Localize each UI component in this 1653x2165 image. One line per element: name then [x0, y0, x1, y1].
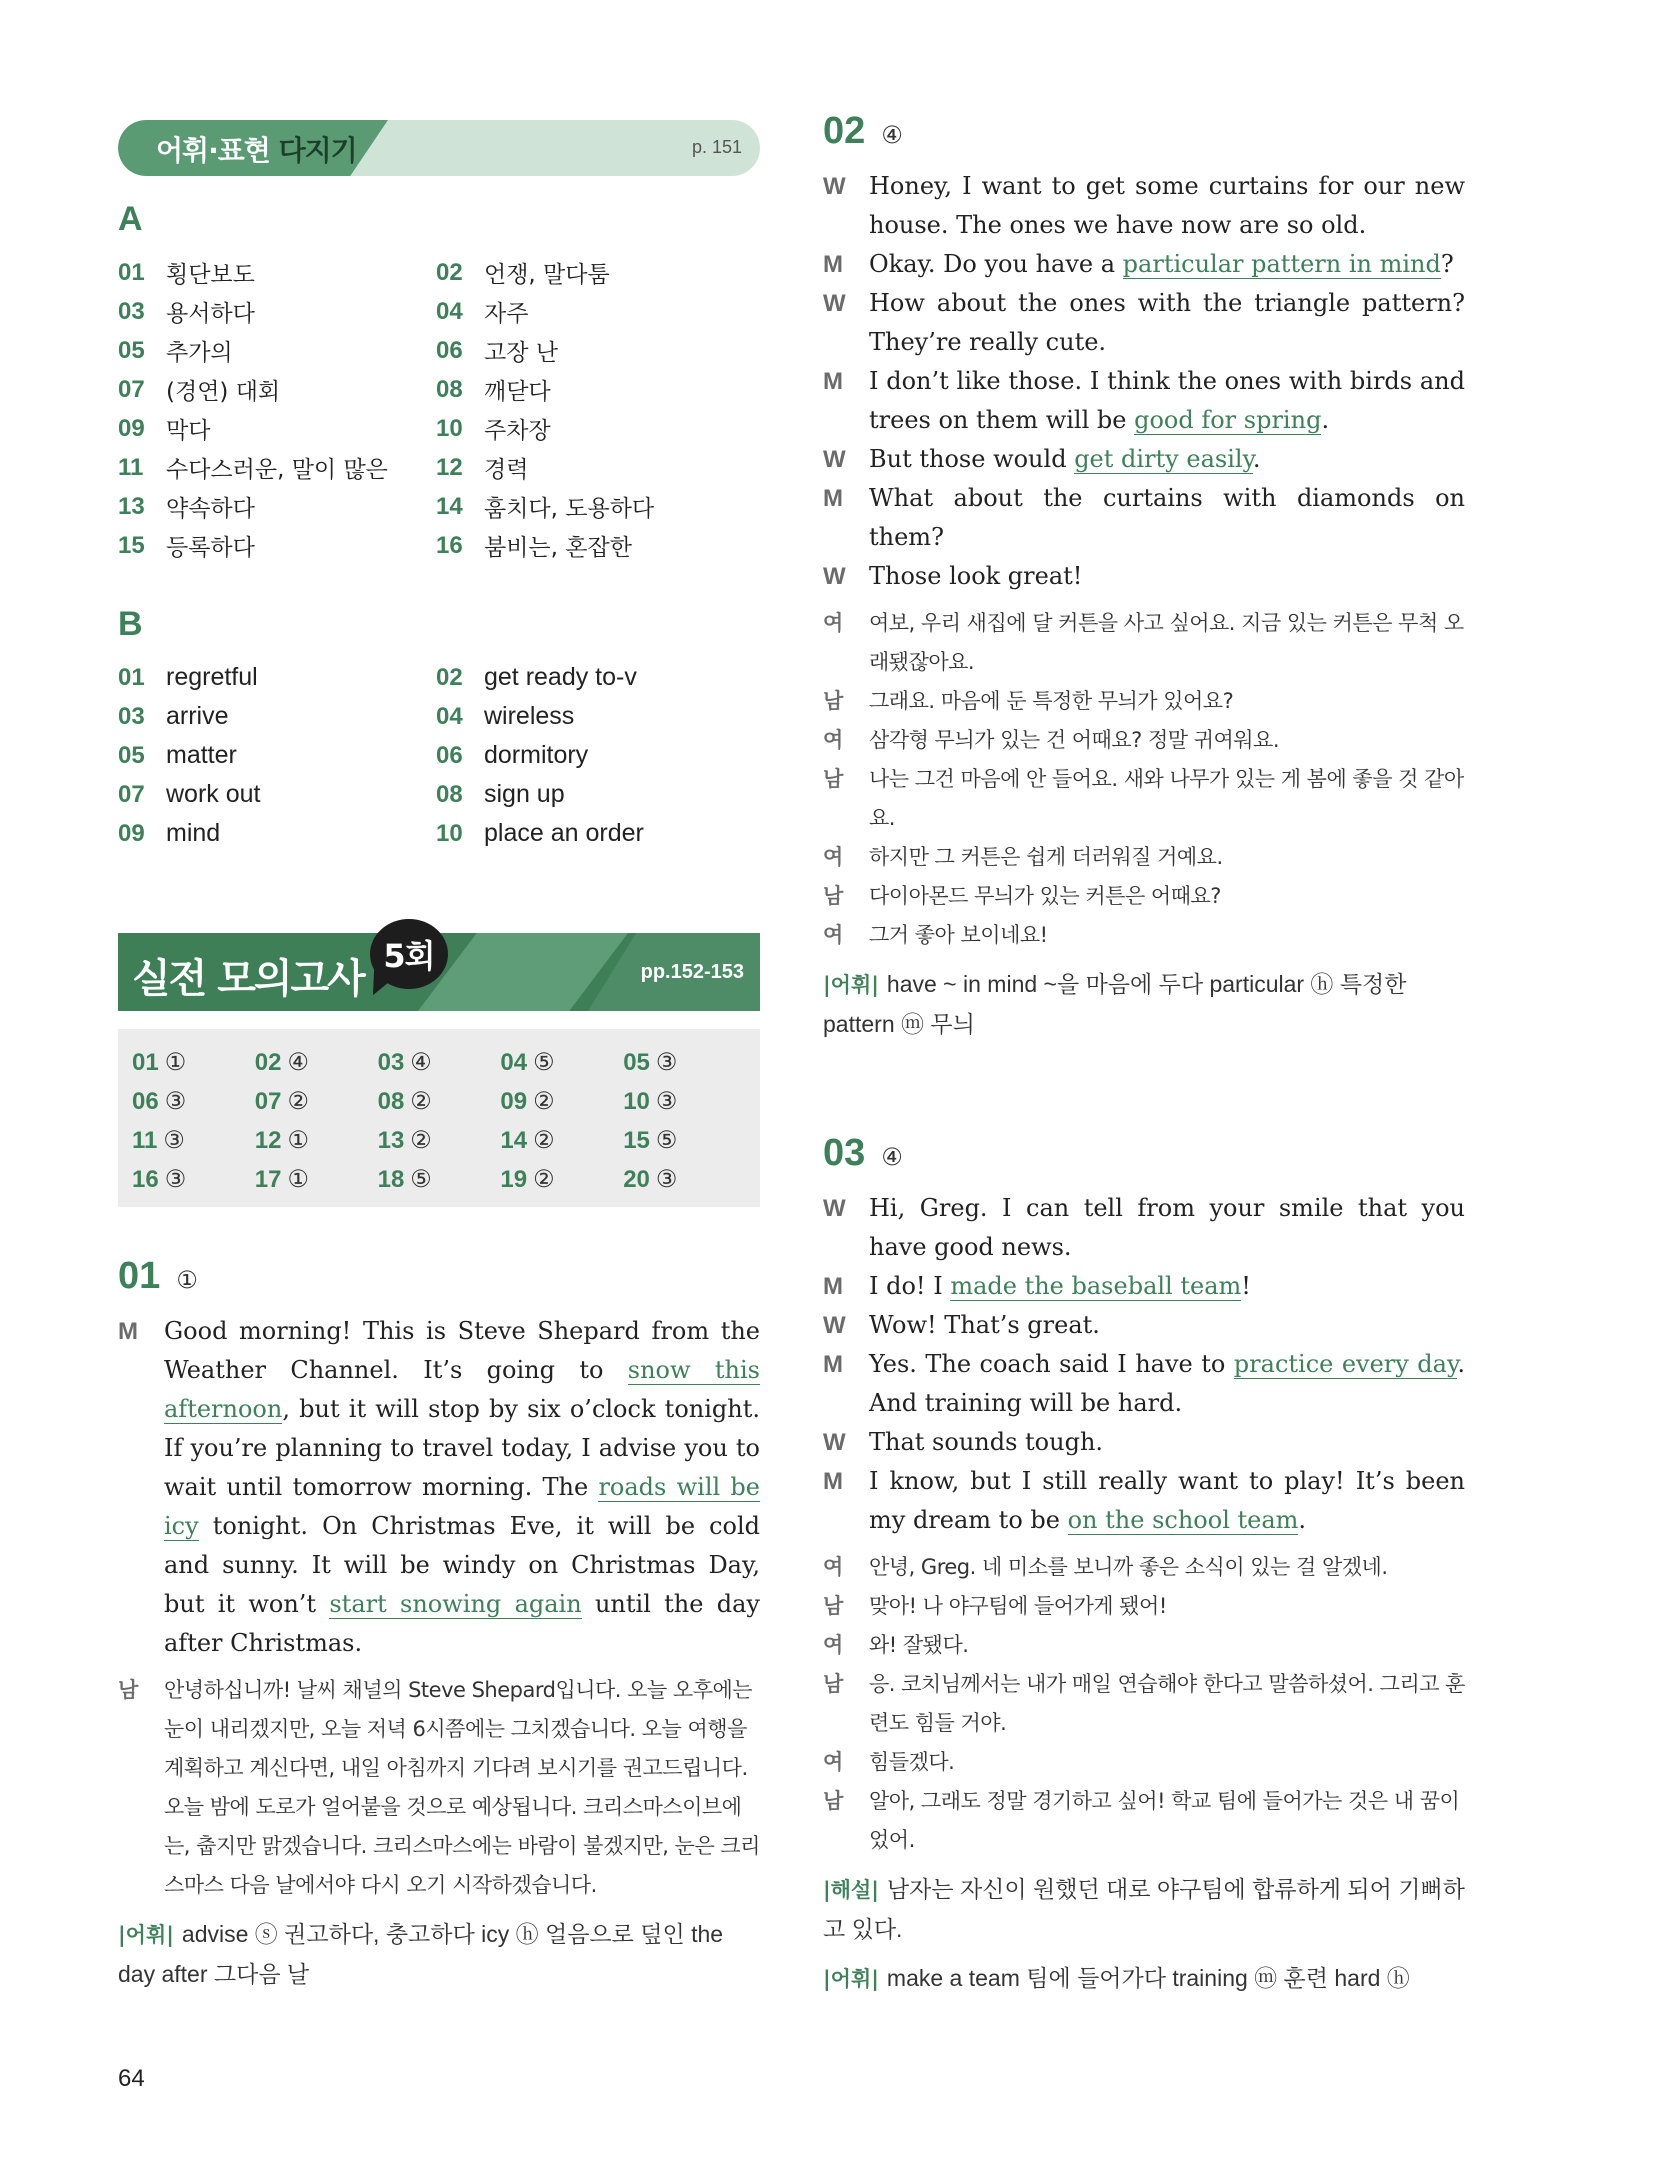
answer-choice: ③: [655, 1166, 678, 1193]
vocab-item: [436, 814, 754, 853]
q01-translation: [118, 1671, 760, 1905]
q03-vocab-note: [823, 1959, 1465, 1999]
translation-line: [823, 682, 1465, 721]
answer-item: [500, 1121, 623, 1160]
text-run: Okay. Do you have a: [869, 250, 1123, 278]
dialogue-line: [823, 557, 1465, 596]
vocab-item: [118, 775, 436, 814]
vocab-item: [436, 253, 754, 292]
answer-number: 07: [254, 1087, 282, 1115]
speaker-label: 남: [118, 1678, 138, 1702]
speaker-label: 여: [823, 1750, 843, 1774]
text-run: Those look great!: [869, 562, 1083, 590]
q03-explanation: [823, 1870, 1465, 1949]
answer-choice: ②: [533, 1166, 555, 1193]
left-column: [118, 120, 760, 1994]
item-number: 09: [118, 414, 145, 442]
speaker-label: M: [823, 1273, 843, 1300]
translation-line: [823, 1782, 1465, 1860]
exam-banner: [118, 933, 760, 1011]
translation-text: 하지만 그 커튼은 쉽게 더러워질 거예요.: [869, 845, 1223, 869]
item-number: 16: [436, 531, 463, 559]
dialogue-line: [823, 245, 1465, 284]
vocab-item: [436, 658, 754, 697]
vocab-item: [436, 448, 754, 487]
dialogue-line: [823, 1423, 1465, 1462]
vocab-item: [436, 370, 754, 409]
item-word: 훔치다, 도용하다: [484, 496, 655, 522]
item-word: mind: [166, 819, 221, 847]
answer-item: [255, 1043, 378, 1082]
vocab-item: [118, 697, 436, 736]
dialogue-line: [823, 1462, 1465, 1540]
dialogue-text: [164, 1312, 760, 1663]
answer-item: [132, 1160, 255, 1199]
item-number: 01: [118, 663, 145, 691]
question-header-03: [823, 1132, 1465, 1175]
speaker-label: 여: [823, 611, 843, 635]
vocab-item: [118, 331, 436, 370]
translation-text: 그거 좋아 보이네요!: [869, 923, 1048, 947]
vocab-item: [118, 448, 436, 487]
q01-script: [118, 1312, 760, 1663]
translation-text: 여보, 우리 새집에 달 커튼을 사고 싶어요. 지금 있는 커튼은 무척 오래됐잖아요.: [869, 611, 1464, 674]
q02-vocab-note: [823, 965, 1465, 1044]
item-word: get ready to-v: [484, 663, 637, 691]
section-b-list: [118, 658, 760, 853]
exam-title: 실전 모의고사: [132, 956, 364, 1002]
speaker-label: 여: [823, 923, 843, 947]
vocab-item: [118, 487, 436, 526]
vocab-header-title: 어휘·표현 다지기: [156, 134, 357, 167]
answer-item: [500, 1043, 623, 1082]
answer-item: [255, 1121, 378, 1160]
item-word: 용서하다: [166, 301, 255, 327]
answer-choice: ③: [655, 1049, 678, 1076]
dialogue-text: [869, 167, 1465, 245]
highlighted-phrase: start snowing again: [329, 1590, 582, 1618]
answer-choice: ②: [533, 1127, 555, 1154]
item-word: 경력: [484, 457, 529, 483]
text-run: But those would: [869, 445, 1075, 473]
item-number: 07: [118, 780, 145, 808]
dialogue-text: [869, 1462, 1465, 1540]
speaker-label: 여: [823, 1633, 843, 1657]
answer-choice: ③: [163, 1127, 185, 1154]
text-run: tonight. On Christmas Eve, it will be cold and sunny. It will be windy on Christmas Day, but it won’t: [164, 1512, 760, 1618]
item-number: 14: [436, 492, 463, 520]
q02-translation: [823, 604, 1465, 955]
highlighted-phrase: good for spring: [1134, 406, 1322, 434]
highlighted-phrase: roads will be icy: [164, 1473, 760, 1540]
highlighted-phrase: snow this afternoon: [164, 1356, 760, 1423]
text-run: , but it will stop by six o’clock tonight. If you’re planning to travel today, I advise you to wait until tomorrow morning. The: [164, 1395, 760, 1501]
vocab-item: [436, 697, 754, 736]
item-number: 08: [436, 780, 463, 808]
item-number: 07: [118, 375, 145, 403]
dialogue-line: [823, 284, 1465, 362]
vocab-item: [118, 526, 436, 565]
vocab-item: [436, 526, 754, 565]
item-number: 11: [118, 453, 144, 481]
item-word: 붐비는, 혼잡한: [484, 535, 632, 561]
item-word: 언쟁, 말다툼: [484, 262, 610, 288]
item-number: 08: [436, 375, 463, 403]
dialogue-line: [823, 440, 1465, 479]
answer-number: 09: [500, 1087, 528, 1115]
item-number: 05: [118, 336, 145, 364]
translation-line: [823, 1548, 1465, 1587]
answer-key-grid: [118, 1029, 760, 1207]
item-word: sign up: [484, 780, 565, 808]
item-number: 04: [436, 297, 463, 325]
item-number: 10: [436, 819, 463, 847]
dialogue-text: [869, 479, 1465, 557]
item-word: 깨닫다: [484, 379, 551, 405]
q03-translation: [823, 1548, 1465, 1860]
item-number: 10: [436, 414, 463, 442]
answer-choice: ②: [410, 1088, 432, 1115]
speaker-label: 남: [823, 1672, 843, 1696]
item-number: 13: [118, 492, 145, 520]
text-run: until the day after Christmas.: [164, 1590, 760, 1657]
item-word: 수다스러운, 말이 많은: [166, 457, 388, 483]
item-word: wireless: [484, 702, 575, 730]
item-word: 등록하다: [166, 535, 255, 561]
answer-choice: ①: [164, 1049, 187, 1076]
note-label: |어휘|: [823, 973, 879, 997]
answer-item: [623, 1121, 746, 1160]
speaker-label: W: [823, 1312, 846, 1339]
speaker-label: M: [823, 485, 843, 512]
speaker-label: M: [823, 1351, 843, 1378]
translation-line: [823, 1665, 1465, 1743]
question-answer: ④: [881, 121, 903, 149]
text-run: I don’t like those. I think the ones with birds and trees on them will be: [869, 367, 1465, 434]
text-run: .: [1252, 445, 1261, 473]
answer-number: 16: [132, 1165, 159, 1193]
answer-number: 12: [254, 1126, 282, 1154]
question-number: 02: [823, 110, 866, 152]
translation-text: 그래요. 마음에 둔 특정한 무늬가 있어요?: [869, 689, 1234, 713]
answer-choice: ⑤: [533, 1049, 555, 1076]
highlighted-phrase: get dirty easily: [1074, 445, 1253, 473]
item-word: 고장 난: [484, 340, 558, 366]
answer-item: [132, 1082, 255, 1121]
section-a-label: A: [118, 200, 143, 238]
text-run: .: [1321, 406, 1330, 434]
q02-script: [823, 167, 1465, 596]
page-number: 64: [118, 2065, 145, 2092]
speaker-label: 남: [823, 689, 843, 713]
answer-number: 15: [623, 1126, 650, 1154]
text-run: Hi, Greg. I can tell from your smile that you have good news.: [869, 1194, 1465, 1261]
speaker-label: W: [823, 290, 846, 317]
q01-vocab-note: [118, 1915, 760, 1994]
note-text: have ~ in mind ~을 마음에 두다 particular ⓗ 특정한 pattern ⓜ 무늬: [823, 971, 1407, 1037]
highlighted-phrase: particular pattern in mind: [1122, 250, 1441, 278]
item-number: 06: [436, 741, 463, 769]
answer-choice: ③: [164, 1088, 187, 1115]
translation-text: 나는 그건 마음에 안 들어요. 새와 나무가 있는 게 봄에 좋을 것 같아요.: [869, 767, 1464, 830]
translation-line: [118, 1671, 760, 1905]
item-word: place an order: [484, 819, 644, 847]
translation-text: 맞아! 나 야구팀에 들어가게 됐어!: [869, 1594, 1167, 1618]
note-text: advise ⓢ 권고하다, 충고하다 icy ⓗ 얼음으로 덮인 the day after 그다음 날: [118, 1921, 724, 1987]
answer-number: 13: [377, 1126, 405, 1154]
item-word: (경연) 대회: [166, 379, 281, 405]
answer-number: 20: [623, 1165, 650, 1193]
answer-choice: ⑤: [410, 1166, 432, 1193]
text-run: I do! I: [869, 1272, 951, 1300]
item-number: 05: [118, 741, 145, 769]
item-word: 횡단보도: [166, 262, 255, 288]
item-word: 막다: [166, 418, 211, 444]
dialogue-text: [869, 1189, 1465, 1267]
answer-item: [378, 1043, 501, 1082]
question-answer: ④: [881, 1143, 903, 1171]
note-label: |어휘|: [118, 1923, 174, 1947]
item-number: 15: [118, 531, 145, 559]
vocab-item: [118, 814, 436, 853]
speaker-label: W: [823, 1195, 846, 1222]
round-badge: 5회: [370, 919, 448, 989]
answer-number: 18: [377, 1165, 405, 1193]
item-number: 02: [436, 663, 463, 691]
item-word: arrive: [166, 702, 229, 730]
translation-line: [823, 1743, 1465, 1782]
translation-text: 안녕하십니까! 날씨 채널의 Steve Shepard입니다. 오늘 오후에는 눈이 내리겠지만, 오늘 저녁 6시쯤에는 그치겠습니다. 오늘 여행을 계획하고 계신다면, 내일 아침까지 기다려 보시기를 권고드립니다. 오늘 밤에 도로가 얼어붙을 것으로 예상됩니다. 크리스마스이브에는, 춥지만 맑겠습니다. 크리스마스에는 바람이 불겠지만, 눈은 크리스마스 다음 날에서야 다시 오기 시작하겠습니다.: [164, 1678, 760, 1897]
translation-line: [823, 721, 1465, 760]
text-run: I know, but I still really want to play! It’s been my dream to be: [869, 1467, 1465, 1534]
dialogue-text: [869, 1267, 1465, 1306]
highlighted-phrase: practice every day: [1233, 1350, 1458, 1378]
answer-item: [132, 1043, 255, 1082]
text-run: Wow! That’s great.: [869, 1311, 1100, 1339]
text-run: How about the ones with the triangle pattern? They’re really cute.: [869, 289, 1465, 356]
speaker-label: 남: [823, 1789, 843, 1813]
translation-text: 알아, 그래도 정말 경기하고 싶어! 학교 팀에 들어가는 것은 내 꿈이었어.: [869, 1789, 1460, 1852]
highlighted-phrase: on the school team: [1067, 1506, 1299, 1534]
question-number: 01: [118, 1255, 161, 1297]
text-run: Honey, I want to get some curtains for our new house. The ones we have now are so old.: [869, 172, 1465, 239]
answer-number: 03: [377, 1048, 405, 1076]
item-number: 12: [436, 453, 463, 481]
dialogue-line: [823, 1345, 1465, 1423]
speaker-label: M: [118, 1318, 138, 1345]
translation-text: 다이아몬드 무늬가 있는 커튼은 어때요?: [869, 884, 1221, 908]
translation-text: 와! 잘됐다.: [869, 1633, 969, 1657]
answer-item: [623, 1160, 746, 1199]
dialogue-line: [118, 1312, 760, 1663]
speaker-label: 여: [823, 1555, 843, 1579]
section-a-list: [118, 253, 760, 565]
vocab-page-ref: p. 151: [691, 137, 742, 157]
speaker-label: 여: [823, 845, 843, 869]
vocab-item: [436, 487, 754, 526]
translation-text: 힘들겠다.: [869, 1750, 955, 1774]
dialogue-line: [823, 1306, 1465, 1345]
section-b-label: B: [118, 605, 143, 643]
item-number: 01: [118, 258, 145, 286]
item-number: 04: [436, 702, 463, 730]
answer-number: 14: [500, 1126, 528, 1154]
item-number: 09: [118, 819, 145, 847]
question-header-01: [118, 1255, 760, 1298]
translation-text: 삼각형 무늬가 있는 건 어때요? 정말 귀여워요.: [869, 728, 1280, 752]
translation-line: [823, 760, 1465, 838]
speaker-label: 남: [823, 884, 843, 908]
translation-text: 안녕, Greg. 네 미소를 보니까 좋은 소식이 있는 걸 알겠네.: [869, 1555, 1388, 1579]
translation-line: [823, 1587, 1465, 1626]
text-run: !: [1241, 1272, 1251, 1300]
answer-number: 02: [254, 1048, 282, 1076]
item-number: 02: [436, 258, 463, 286]
speaker-label: M: [823, 1468, 843, 1495]
answer-choice: ③: [655, 1088, 678, 1115]
text-run: . And training will be hard.: [869, 1350, 1465, 1417]
answer-number: 05: [623, 1048, 650, 1076]
dialogue-text: [869, 1306, 1465, 1345]
answer-choice: ②: [533, 1088, 555, 1115]
speaker-label: 남: [823, 1594, 843, 1618]
dialogue-line: [823, 1267, 1465, 1306]
dialogue-line: [823, 1189, 1465, 1267]
vocab-item: [436, 736, 754, 775]
translation-line: [823, 877, 1465, 916]
dialogue-text: [869, 557, 1465, 596]
answer-choice: ①: [287, 1166, 310, 1193]
translation-line: [823, 838, 1465, 877]
answer-choice: ④: [410, 1049, 432, 1076]
note-text: 남자는 자신이 원했던 대로 야구팀에 합류하게 되어 기뻐하고 있다.: [823, 1876, 1465, 1942]
item-number: 03: [118, 702, 145, 730]
answer-number: 06: [132, 1087, 159, 1115]
speaker-label: W: [823, 563, 846, 590]
answer-choice: ③: [164, 1166, 187, 1193]
question-header-02: [823, 110, 1465, 153]
translation-text: 응. 코치님께서는 내가 매일 연습해야 한다고 말씀하셨어. 그리고 훈련도 힘들 거야.: [869, 1672, 1465, 1735]
speaker-label: 남: [823, 767, 843, 791]
answer-number: 08: [377, 1087, 405, 1115]
answer-choice: ④: [287, 1049, 310, 1076]
answer-number: 10: [623, 1087, 650, 1115]
answer-item: [500, 1160, 623, 1199]
dialogue-line: [823, 362, 1465, 440]
answer-item: [255, 1160, 378, 1199]
question-number: 03: [823, 1132, 866, 1174]
answer-item: [378, 1160, 501, 1199]
answer-number: 01: [132, 1048, 159, 1076]
text-run: What about the curtains with diamonds on them?: [869, 484, 1465, 551]
answer-choice: ⑤: [655, 1127, 678, 1154]
note-text: make a team 팀에 들어가다 training ⓜ 훈련 hard ⓗ: [886, 1965, 1410, 1991]
translation-line: [823, 916, 1465, 955]
dialogue-text: [869, 245, 1465, 284]
right-column: [823, 110, 1465, 1999]
item-word: work out: [166, 780, 261, 808]
answer-choice: ②: [287, 1088, 310, 1115]
q03-script: [823, 1189, 1465, 1540]
dialogue-text: [869, 440, 1465, 479]
answer-item: [255, 1082, 378, 1121]
item-word: 자주: [484, 301, 529, 327]
dialogue-text: [869, 1345, 1465, 1423]
speaker-label: W: [823, 1429, 846, 1456]
text-run: .: [1298, 1506, 1307, 1534]
speaker-label: 여: [823, 728, 843, 752]
vocab-item: [118, 409, 436, 448]
answer-item: [132, 1121, 255, 1160]
item-word: regretful: [166, 663, 258, 691]
vocab-item: [436, 292, 754, 331]
item-number: 03: [118, 297, 145, 325]
dialogue-line: [823, 167, 1465, 245]
note-label: |어휘|: [823, 1967, 879, 1991]
text-run: That sounds tough.: [869, 1428, 1104, 1456]
answer-item: [623, 1082, 746, 1121]
speaker-label: M: [823, 368, 843, 395]
item-word: 주차장: [484, 418, 551, 444]
note-label: |해설|: [823, 1878, 879, 1902]
answer-number: 11: [132, 1126, 158, 1154]
speaker-label: M: [823, 251, 843, 278]
answer-choice: ②: [410, 1127, 432, 1154]
vocab-item: [118, 253, 436, 292]
answer-number: 17: [254, 1165, 282, 1193]
answer-choice: ①: [287, 1127, 310, 1154]
translation-line: [823, 604, 1465, 682]
highlighted-phrase: made the baseball team: [950, 1272, 1242, 1300]
exam-page-ref: pp.152-153: [640, 961, 744, 983]
answer-item: [500, 1082, 623, 1121]
vocab-item: [118, 736, 436, 775]
dialogue-line: [823, 479, 1465, 557]
vocab-item: [436, 409, 754, 448]
dialogue-text: [869, 284, 1465, 362]
answer-number: 04: [500, 1048, 528, 1076]
speaker-label: W: [823, 173, 846, 200]
vocab-section-header: [118, 120, 760, 176]
vocab-item: [118, 658, 436, 697]
translation-line: [823, 1626, 1465, 1665]
item-word: 약속하다: [166, 496, 255, 522]
item-word: 추가의: [166, 340, 233, 366]
text-run: ?: [1440, 250, 1454, 278]
question-answer: ①: [176, 1266, 198, 1294]
vocab-item: [436, 775, 754, 814]
answer-item: [378, 1121, 501, 1160]
speaker-label: W: [823, 446, 846, 473]
vocab-item: [118, 370, 436, 409]
item-number: 06: [436, 336, 463, 364]
item-word: matter: [166, 741, 237, 769]
vocab-item: [118, 292, 436, 331]
text-run: Yes. The coach said I have to: [869, 1350, 1234, 1378]
text-run: Good morning! This is Steve Shepard from the Weather Channel. It’s going to: [164, 1317, 760, 1384]
answer-number: 19: [500, 1165, 528, 1193]
item-word: dormitory: [484, 741, 589, 769]
vocab-item: [436, 331, 754, 370]
answer-item: [378, 1082, 501, 1121]
dialogue-text: [869, 1423, 1465, 1462]
dialogue-text: [869, 362, 1465, 440]
answer-item: [623, 1043, 746, 1082]
